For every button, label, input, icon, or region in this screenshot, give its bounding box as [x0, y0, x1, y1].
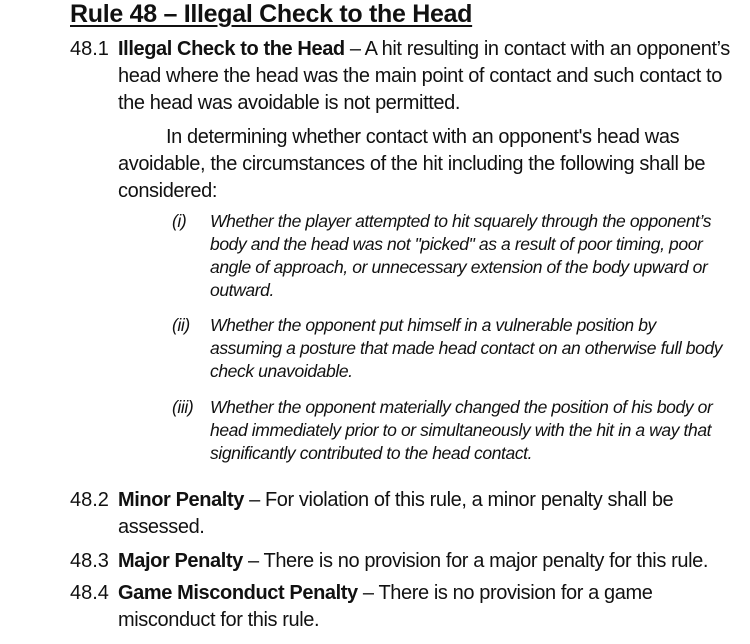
- section-heading: Major Penalty: [118, 550, 243, 572]
- section-number: 48.2: [70, 489, 109, 511]
- section-body: [118, 548, 730, 575]
- section-body: [118, 580, 730, 634]
- section-heading: Illegal Check to the Head: [118, 38, 345, 60]
- section-48-2: [70, 487, 730, 541]
- list-item-iii: [172, 396, 732, 465]
- section-heading: Game Misconduct Penalty: [118, 582, 358, 604]
- rule-title: Rule 48 – Illegal Check to the Head: [70, 0, 473, 28]
- paragraph-text: In determining whether contact with an opponent's head was avoidable, the circumstances of the hit including the following shall be considered:: [118, 126, 706, 202]
- section-heading: Minor Penalty: [118, 489, 244, 511]
- section-number: 48.4: [70, 582, 109, 604]
- determination-paragraph: [118, 124, 728, 205]
- section-body: [118, 36, 730, 117]
- list-item-i: [172, 210, 732, 302]
- item-number: (iii): [172, 397, 194, 417]
- section-48-4: [70, 580, 730, 634]
- item-number: (ii): [172, 315, 190, 335]
- list-item-ii: [172, 314, 732, 383]
- section-number: 48.1: [70, 38, 109, 60]
- item-text: Whether the opponent put himself in a vulnerable position by assuming a posture that made head contact on an otherwise full body check unavoidable.: [210, 315, 723, 381]
- item-text: Whether the player attempted to hit squarely through the opponent’s body and the head was not "picked" as a result of poor timing, poor angle of approach, or unnecessary extension of the body upward or outward.: [210, 211, 712, 300]
- section-text: – There is no provision for a game misconduct for this rule.: [118, 582, 653, 631]
- section-text: – There is no provision for a major penalty for this rule.: [242, 550, 708, 572]
- section-48-1: [70, 36, 730, 117]
- section-text: – A hit resulting in contact with an opponent’s head where the head was the main point of contact and such contact to the head was avoidable is not permitted.: [118, 38, 730, 114]
- section-text: – For violation of this rule, a minor penalty shall be assessed.: [118, 489, 674, 538]
- item-text: Whether the opponent materially changed the position of his body or head immediately prior to or simultaneously with the hit in a way that significantly contributed to the head contact.: [210, 397, 713, 463]
- section-48-3: [70, 548, 730, 575]
- section-number: 48.3: [70, 550, 109, 572]
- section-body: [118, 487, 730, 541]
- item-number: (i): [172, 211, 187, 231]
